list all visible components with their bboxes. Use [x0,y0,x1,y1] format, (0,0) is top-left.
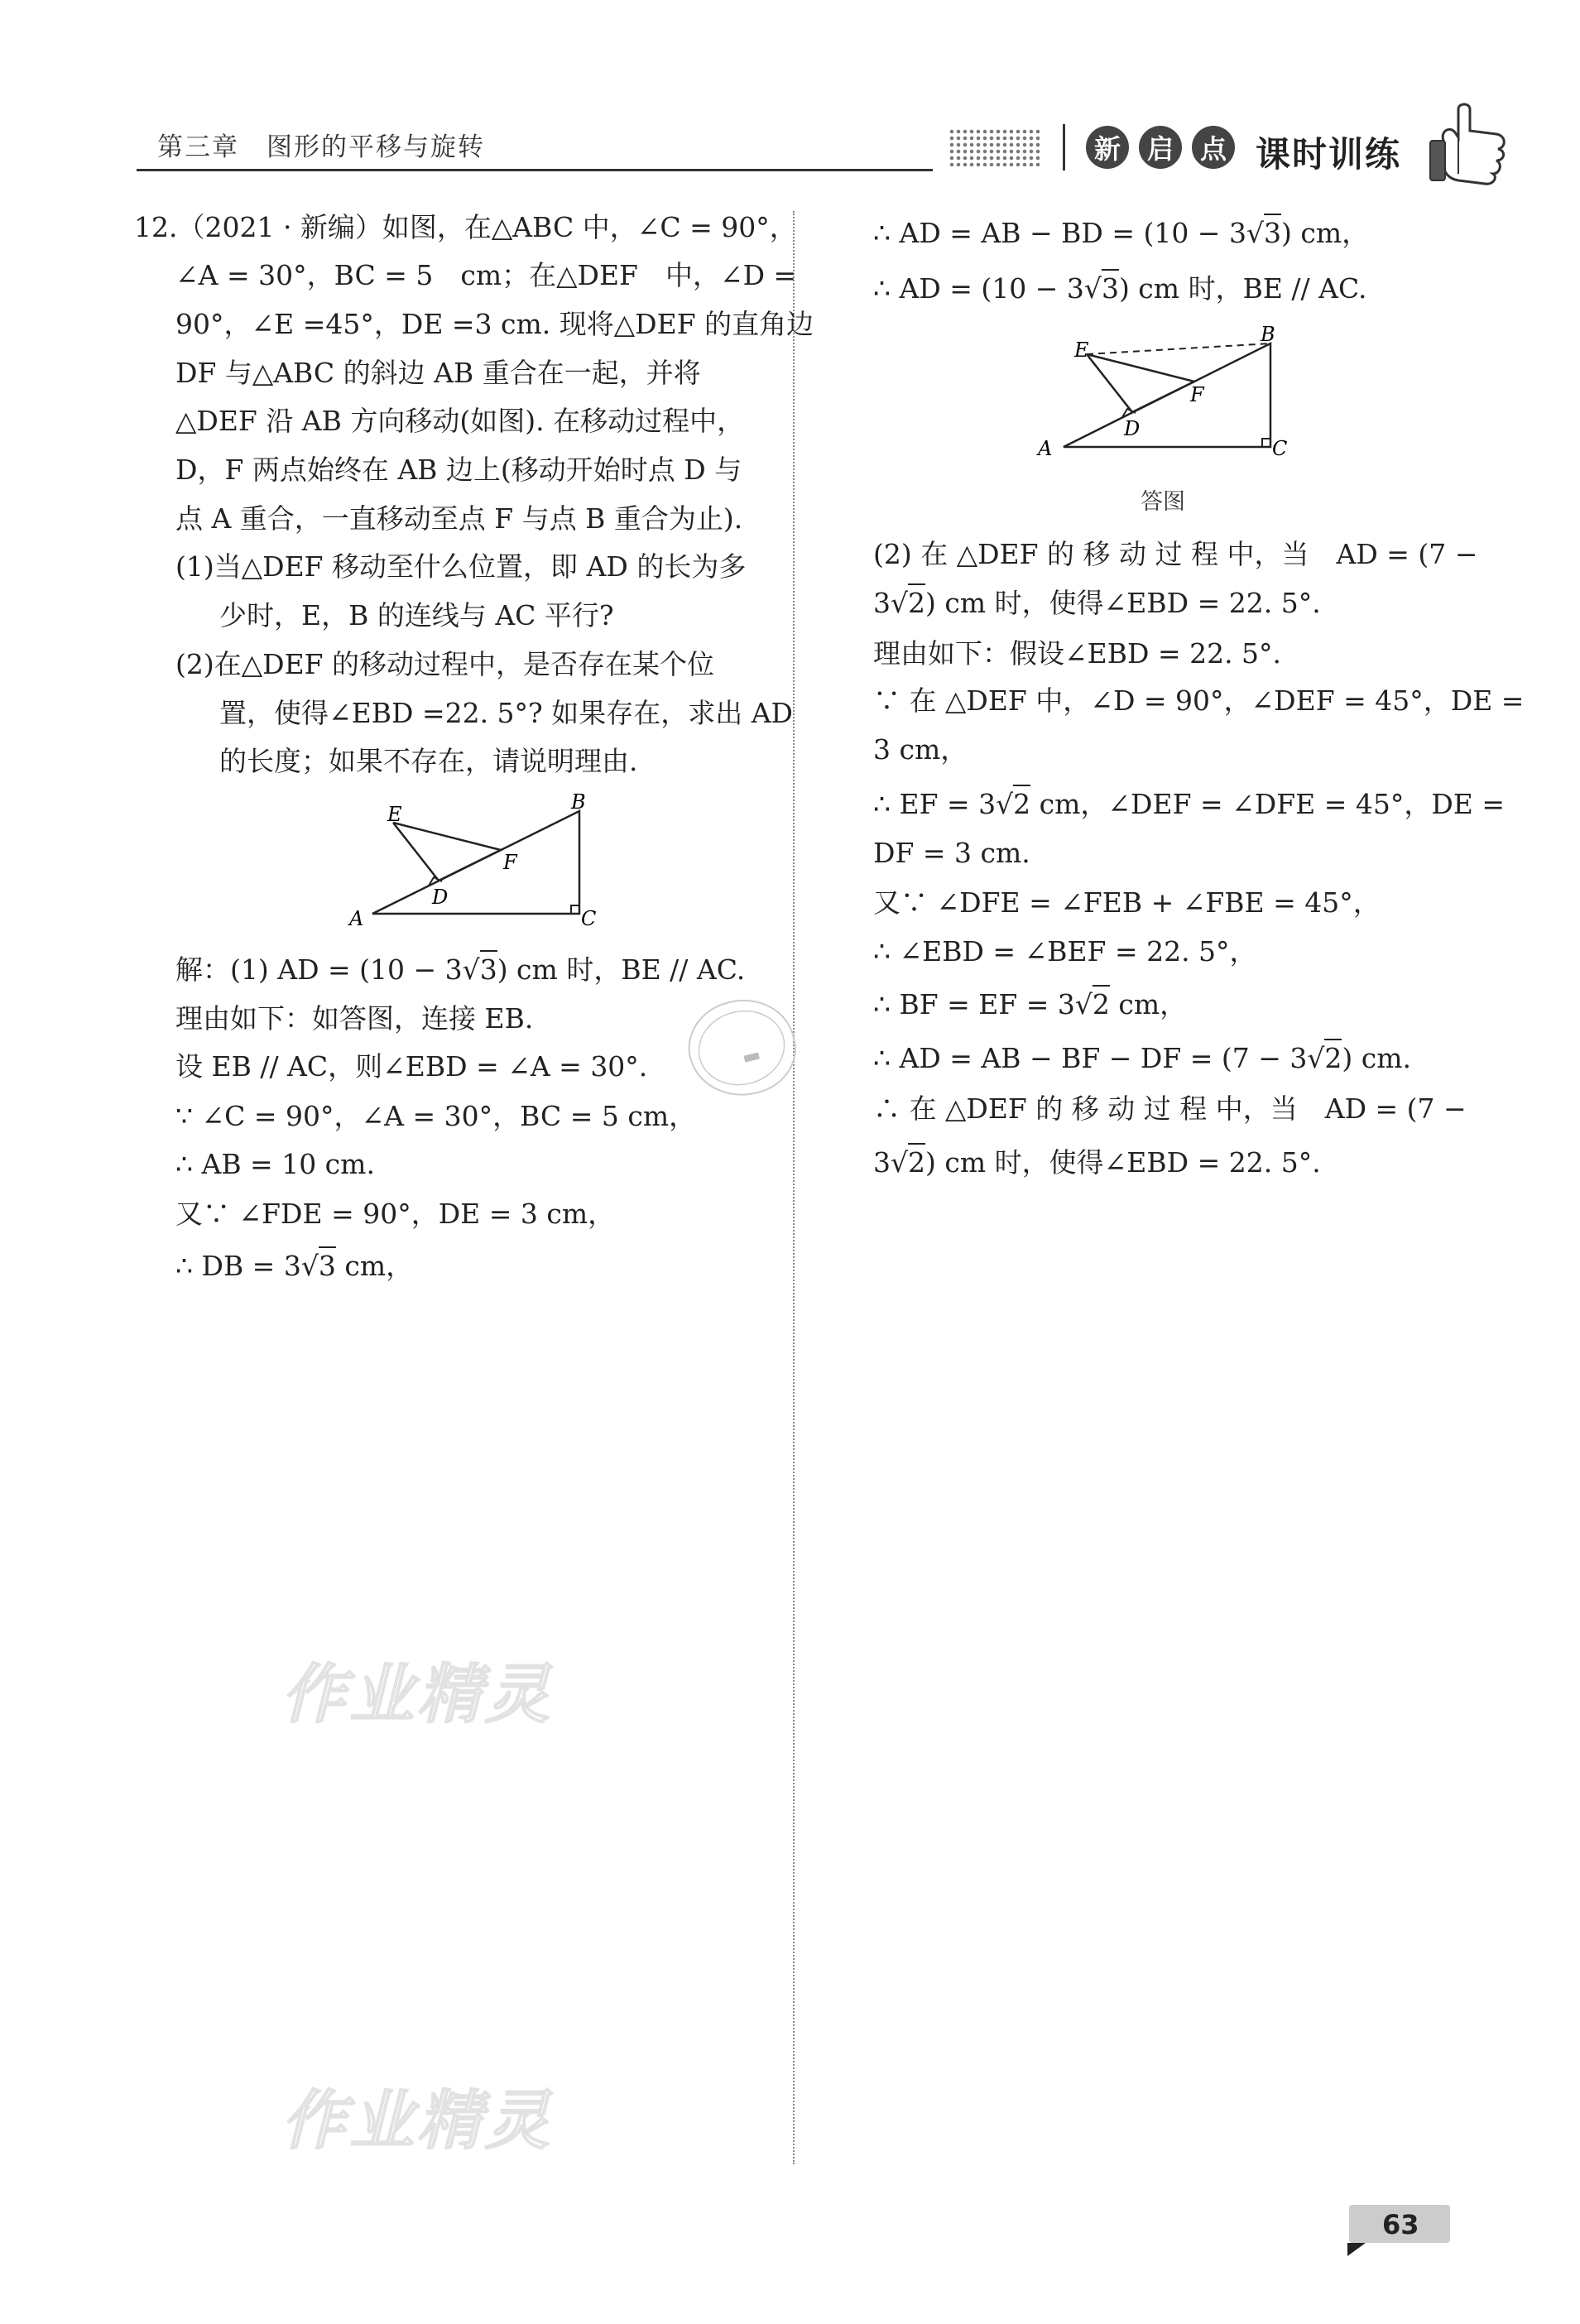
label-e: E [1074,339,1089,362]
page-number: 63 [1382,2209,1419,2240]
triangle-def [1087,354,1194,412]
text-line: 3 cm， [873,733,968,766]
text-segment: ∴ EF = 3 [873,788,997,820]
text-line [873,272,1367,305]
brand-char-3: 点 [1192,126,1235,169]
right-angle-c [571,905,579,914]
sqrt-symbol: √ [462,953,480,986]
header-divider [1063,124,1065,170]
radicand: 3 [480,950,497,986]
label-a: A [349,907,364,930]
text-segment: ∴ DB = 3 [175,1250,301,1282]
watermark-1: 作业精灵 [281,1658,554,1732]
answer-figure [1026,319,1308,468]
radicand: 2 [908,583,925,619]
thumbs-up-icon [1425,98,1508,187]
text-segment: ) cm 时，使得∠EBD = 22. 5°. [925,1146,1321,1179]
stamp-icon [680,991,803,1106]
label-f: F [503,851,517,874]
text-line: ∵ ∠C = 90°，∠A = 30°，BC = 5 cm， [175,1100,697,1132]
text-line: ∠A = 30°，BC = 5 cm；在△DEF 中，∠D = [175,259,797,291]
label-b: B [1261,323,1275,346]
text-line: 置，使得∠EBD =22. 5°? 如果存在，求出 AD [219,697,794,729]
text-line: ∴ AB = 10 cm. [175,1148,375,1180]
sqrt-symbol: √ [1246,217,1264,249]
question-figure [331,786,612,935]
text-segment: 3 [873,1146,891,1179]
sqrt-symbol: √ [891,587,909,619]
text-line: (1)当△DEF 移动至什么位置，即 AD 的长为多 [175,550,747,583]
text-line: DF = 3 cm. [873,837,1030,869]
text-line [175,1252,413,1280]
column-separator [793,211,795,2164]
text-line: ∵ 在 △DEF 中，∠D = 90°，∠DEF = 45°，DE = [873,684,1525,717]
text-segment: ) cm. [1342,1042,1412,1074]
radicand: 2 [1093,985,1110,1020]
label-e: E [387,803,402,826]
header-rule [137,169,933,171]
text-line: 又∵ ∠DFE = ∠FEB + ∠FBE = 45°， [873,886,1381,919]
sqrt-symbol: √ [996,788,1014,820]
brand-series-title: 课时训练 [1256,134,1402,175]
text-line: 理由如下：如答图，连接 EB. [175,1002,534,1035]
label-c: C [581,907,597,930]
text-segment: ) cm 时，使得∠EBD = 22. 5°. [925,587,1321,619]
triangle-def [393,823,501,881]
radicand: 2 [1013,785,1030,820]
text-line [873,790,1505,818]
text-line: 90°，∠E =45°，DE =3 cm. 现将△DEF 的直角边 [175,308,814,340]
text-line: D，F 两点始终在 AB 边上(移动开始时点 D 与 [175,454,742,486]
sqrt-symbol: √ [300,1250,319,1282]
text-segment: 解：(1) AD = (10 − 3 [175,953,463,986]
text-segment: cm， [335,1250,414,1282]
text-line: 的长度；如果不存在，请说明理由. [219,745,638,777]
text-line: 理由如下：假设∠EBD = 22. 5°. [873,637,1282,670]
brand-char-1: 新 [1086,126,1129,169]
text-segment: ) cm 时，BE // AC. [497,953,746,986]
watermark-2: 作业精灵 [281,2084,554,2158]
text-line [873,1146,1321,1179]
text-line: (2)在△DEF 的移动过程中，是否存在某个位 [175,648,715,680]
text-segment: ) cm 时，BE // AC. [1118,272,1367,305]
text-segment: ) cm， [1280,217,1370,249]
sqrt-symbol: √ [1083,272,1102,305]
text-line: (2) 在 △DEF 的 移 动 过 程 中，当 AD = (7 − [873,538,1478,570]
answer-figure-caption: 答图 [1141,489,1185,515]
text-line [873,988,1188,1020]
sqrt-symbol: √ [1074,988,1093,1020]
stamp-mark [679,988,805,1107]
radicand: 2 [1324,1039,1342,1074]
text-line [873,1044,1411,1072]
radicand: 3 [1264,214,1281,249]
text-line: 少时，E，B 的连线与 AC 平行? [219,599,614,631]
text-segment: 3 [873,587,891,619]
label-a: A [1038,437,1053,460]
text-line [175,953,746,986]
label-f: F [1190,383,1204,406]
radicand: 3 [319,1246,336,1282]
chapter-title: 第三章 图形的平移与旋转 [157,132,485,162]
text-line: DF 与△ABC 的斜边 AB 重合在一起，并将 [175,357,701,389]
text-line: 点 A 重合，一直移动至点 F 与点 B 重合为止). [175,502,743,535]
text-line: 设 EB // AC，则∠EBD = ∠A = 30°. [175,1050,648,1083]
radicand: 2 [908,1143,925,1179]
radicand: 3 [1102,269,1119,305]
page-corner-triangle [1347,2243,1366,2256]
sqrt-symbol: √ [891,1146,909,1179]
text-segment: ∴ AD = AB − BF − DF = (7 − 3 [873,1042,1308,1074]
label-d: D [1124,417,1141,440]
label-d: D [432,886,449,909]
text-segment: ∴ BF = EF = 3 [873,988,1075,1020]
text-line [873,219,1369,247]
right-angle-c [1262,439,1270,447]
sqrt-symbol: √ [1307,1042,1325,1074]
text-segment: ∴ AD = (10 − 3 [873,272,1084,305]
text-line [873,589,1321,617]
label-c: C [1272,437,1288,460]
text-line: ∴ ∠EBD = ∠BEF = 22. 5°， [873,935,1257,968]
text-segment: ∴ AD = AB − BD = (10 − 3 [873,217,1246,249]
text-line: 12.（2021 · 新编）如图，在△ABC 中，∠C = 90°， [134,211,797,243]
brand-char-2: 启 [1139,126,1182,169]
text-segment: cm，∠DEF = ∠DFE = 45°，DE = [1030,788,1506,820]
label-b: B [571,790,586,814]
text-line: ∴ 在 △DEF 的 移 动 过 程 中，当 AD = (7 − [873,1092,1467,1125]
header-dot-pattern [948,128,1041,166]
text-line: 又∵ ∠FDE = 90°，DE = 3 cm， [175,1198,616,1230]
text-line: △DEF 沿 AB 方向移动(如图). 在移动过程中， [175,405,745,437]
dashed-line-eb [1087,343,1270,354]
text-segment: cm， [1109,988,1188,1020]
